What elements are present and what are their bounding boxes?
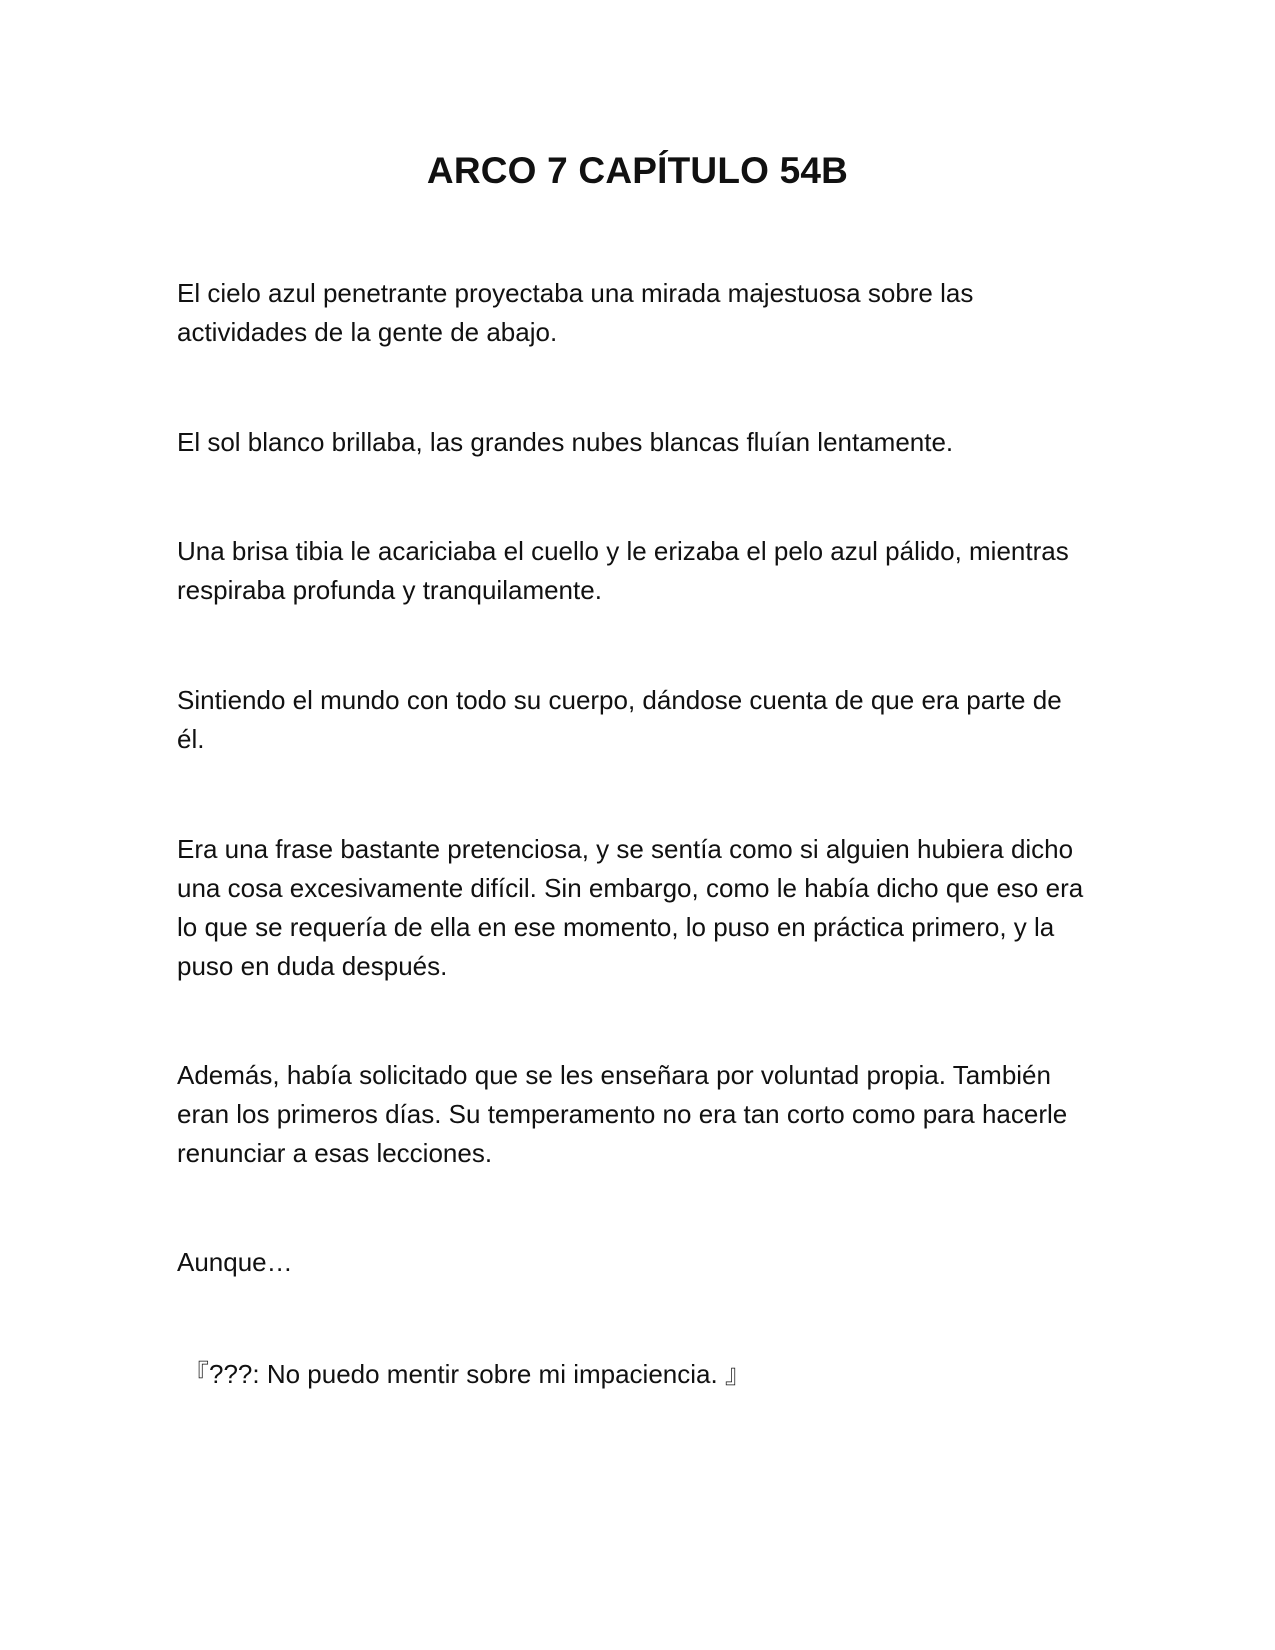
paragraph-3 bbox=[177, 532, 1107, 610]
paragraph-line: Sintiendo el mundo con todo su cuerpo, dándose cuenta de que era parte de bbox=[177, 685, 1062, 715]
dialogue-line bbox=[183, 1355, 1113, 1394]
paragraph-1 bbox=[177, 274, 1107, 352]
paragraph-line: actividades de la gente de abajo. bbox=[177, 317, 558, 347]
paragraph-line: Una brisa tibia le acariciaba el cuello y le erizaba el pelo azul pálido, mientras bbox=[177, 536, 1069, 566]
paragraph-6 bbox=[177, 1056, 1107, 1173]
paragraph-line: El sol blanco brillaba, las grandes nubes blancas fluían lentamente. bbox=[177, 427, 954, 457]
chapter-title: ARCO 7 CAPÍTULO 54B bbox=[426, 150, 849, 191]
paragraph-line: eran los primeros días. Su temperamento no era tan corto como para hacerle bbox=[177, 1099, 1068, 1129]
paragraph-line: 『???: No puedo mentir sobre mi impaciencia. 』 bbox=[183, 1359, 751, 1389]
paragraph-line: Además, había solicitado que se les enseñara por voluntad propia. También bbox=[177, 1060, 1051, 1090]
paragraph-line: Aunque… bbox=[177, 1247, 293, 1277]
paragraph-5 bbox=[177, 830, 1107, 986]
paragraph-line: Era una frase bastante pretenciosa, y se sentía como si alguien hubiera dicho bbox=[177, 834, 1074, 864]
paragraph-line: respiraba profunda y tranquilamente. bbox=[177, 575, 602, 605]
paragraph-2 bbox=[177, 423, 1107, 462]
paragraph-line: una cosa excesivamente difícil. Sin embargo, como le había dicho que eso era bbox=[177, 873, 1084, 903]
paragraph-4 bbox=[177, 681, 1107, 759]
paragraph-7 bbox=[177, 1243, 1107, 1282]
paragraph-line: renunciar a esas lecciones. bbox=[177, 1138, 493, 1168]
paragraph-line: él. bbox=[177, 724, 205, 754]
paragraph-line: puso en duda después. bbox=[177, 951, 448, 981]
paragraph-line: El cielo azul penetrante proyectaba una mirada majestuosa sobre las bbox=[177, 278, 974, 308]
paragraph-line: lo que se requería de ella en ese momento, lo puso en práctica primero, y la bbox=[177, 912, 1055, 942]
